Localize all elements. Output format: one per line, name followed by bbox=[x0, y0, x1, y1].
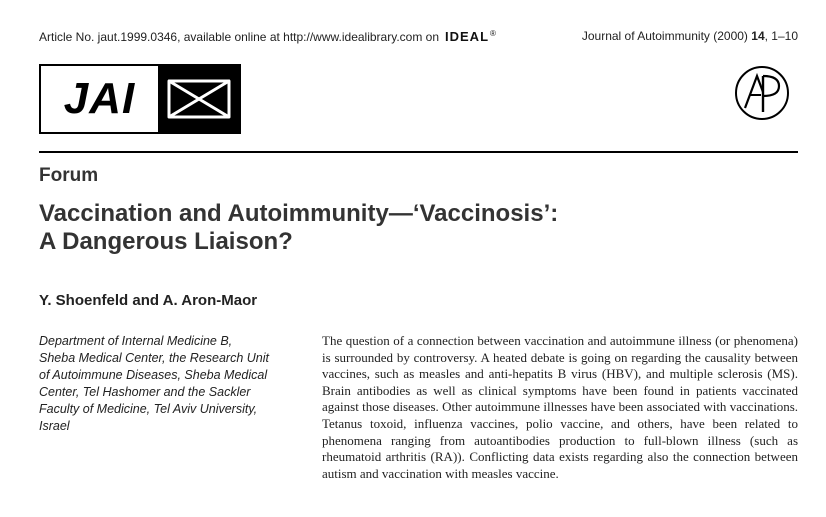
affiliation-line: Faculty of Medicine, Tel Aviv University, bbox=[39, 402, 258, 416]
header-divider bbox=[39, 151, 798, 153]
affiliation-line: Sheba Medical Center, the Research Unit bbox=[39, 351, 269, 365]
article-title bbox=[39, 200, 558, 256]
registered-mark: ® bbox=[490, 29, 497, 38]
article-authors: Y. Shoenfeld and A. Aron-Maor bbox=[39, 292, 258, 309]
affiliation-line: Department of Internal Medicine B, bbox=[39, 334, 233, 348]
citation-text: Article No. jaut.1999.0346, available online at http://www.idealibrary.com on bbox=[39, 29, 440, 44]
journal-logo-text: JAI bbox=[63, 74, 136, 123]
affiliation-line: Center, Tel Hashomer and the Sackler bbox=[39, 385, 251, 399]
section-label: Forum bbox=[39, 165, 99, 186]
affiliation-line: of Autoimmune Diseases, Sheba Medical bbox=[39, 368, 268, 382]
journal-name: Journal of Autoimmunity (2000) bbox=[581, 29, 752, 43]
jai-bowtie-icon bbox=[158, 66, 239, 132]
affiliation-line: Israel bbox=[39, 419, 70, 433]
journal-logo bbox=[39, 64, 241, 134]
journal-volume: 14 bbox=[751, 29, 765, 43]
citation-line bbox=[39, 29, 497, 44]
article-title-line: A Dangerous Liaison? bbox=[39, 228, 293, 255]
journal-pages: , 1–10 bbox=[764, 29, 798, 43]
author-affiliation bbox=[39, 333, 309, 435]
ideal-logo-text: IDEAL bbox=[445, 29, 490, 44]
article-title-line: Vaccination and Autoimmunity—‘Vaccinosis’: bbox=[39, 200, 559, 227]
ideal-logo[interactable] bbox=[445, 29, 497, 44]
ap-monogram-icon bbox=[733, 64, 791, 122]
journal-reference bbox=[582, 29, 798, 43]
article-abstract: The question of a connection between vaccination and autoimmune illness (or phenomena) is surrounded by controversy. A heated debate is going on regarding the causality between vaccines, such as measles and anti-hepatits B virus (HBV), and multiple sclerosis (MS). Brain antibodies as well as clinical symptoms have been found in patients vaccinated against those diseases. Other autoimmune illnesses have been associated with vaccinations. Tetanus toxoid, influenza vaccines, polio vaccine, and others, have been related to phenomena ranging from autoantibodies production to full-blown illness (such as rheumatoid arthritis (RA)). Conflicting data exists regarding also the connection between autism and vaccination with measles vaccine. bbox=[322, 333, 798, 481]
